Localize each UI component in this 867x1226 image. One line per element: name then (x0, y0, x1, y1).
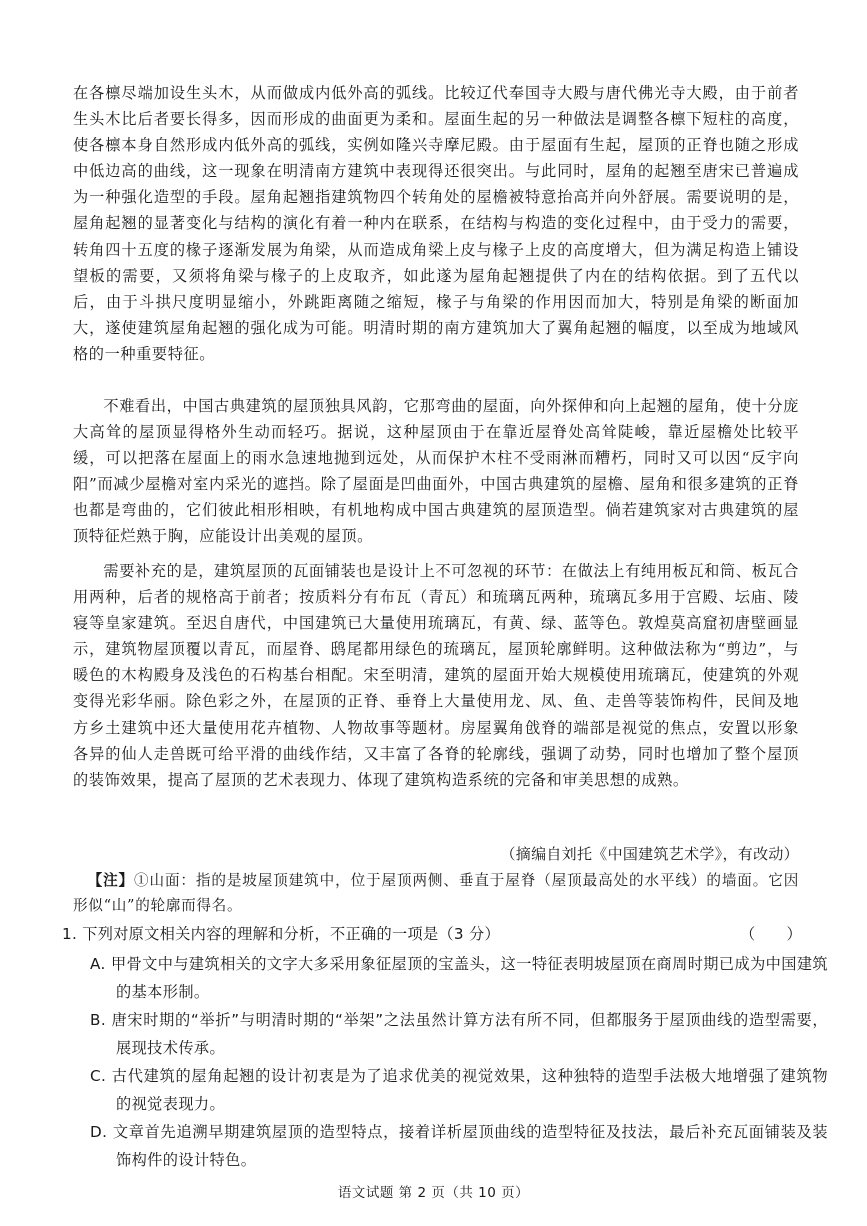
option-b: B. 唐宋时期的“举折”与明清时期的“举架”之法虽然计算方法有所不同，但都服务于屋顶曲线的造型需要，展现技术传承。 (90, 1011, 828, 1057)
question-stem-text: 1. 下列对原文相关内容的理解和分析，不正确的一项是（3 分） (62, 925, 500, 943)
passage-paragraph-2: 不难看出，中国古典建筑的屋顶独具风韵，它那弯曲的屋面，向外探伸和向上起翘的屋角，使十分庞大高耸的屋顶显得格外生动而轻巧。据说，这种屋顶由于在靠近屋脊处高耸陡峻，靠近屋檐处比较平缓，可以把落在屋面上的雨水急速地抛到远处，从而保护木柱不受雨淋而糟朽，同时又可以因“反宇向阳”而减少屋檐对室内采光的遮挡。除了屋面是凹曲面外，中国古典建筑的屋檐、屋角和很多建筑的正脊也都是弯曲的，它们彼此相形相映，有机地构成中国古典建筑的屋顶造型。倘若建筑家对古典建筑的屋顶特征烂熟于胸，应能设计出美观的屋顶。 (73, 397, 799, 546)
option-c: C. 古代建筑的屋角起翘的设计初衷是为了追求优美的视觉效果，这种独特的造型手法极大地增强了建筑物的视觉表现力。 (90, 1067, 828, 1113)
page-footer: 语文试题 第 2 页（共 10 页） (337, 1185, 530, 1201)
answer-bracket: （ ） (740, 925, 802, 943)
passage-source: （摘编自刘托《中国建筑艺术学》，有改动） (500, 845, 799, 863)
option-d: D. 文章首先追溯早期建筑屋顶的造型特点，接着详析屋顶曲线的造型特征及技法，最后补充瓦面铺装及装饰构件的设计特色。 (90, 1123, 828, 1169)
passage-paragraph-1: 在各檩尽端加设生头木，从而做成内低外高的弧线。比较辽代奉国寺大殿与唐代佛光寺大殿，由于前者生头木比后者要长得多，因而形成的曲面更为柔和。屋面生起的另一种做法是调整各檩下短柱的高度，使各檩本身自然形成内低外高的弧线，实例如隆兴寺摩尼殿。由于屋面有生起，屋顶的正脊也随之形成中低边高的曲线，这一现象在明清南方建筑中表现得还很突出。与此同时，屋角的起翘至唐宋已普遍成为一种强化造型的手段。屋角起翘指建筑物四个转角处的屋檐被特意抬高并向外舒展。需要说明的是，屋角起翘的显著变化与结构的演化有着一种内在联系，在结构与构造的变化过程中，由于受力的需要，转角四十五度的椽子逐渐发展为角梁，从而造成角梁上皮与椽子上皮的高度增大，但为满足构造上铺设望板的需要，又须将角梁与椽子的上皮取齐，如此遂为屋角起翘提供了内在的结构依据。到了五代以后，由于斗拱尺度明显缩小，外跳距离随之缩短，椽子与角梁的作用因而加大，特别是角梁的断面加大，遂使建筑屋角起翘的强化成为可能。明清时期的南方建筑加大了翼角起翘的幅度，以至成为地域风格的一种重要特征。 (73, 84, 799, 363)
question-stem (62, 921, 802, 947)
passage-paragraph-3: 需要补充的是，建筑屋顶的瓦面铺装也是设计上不可忽视的环节：在做法上有纯用板瓦和筒、板瓦合用两种，后者的规格高于前者；按质料分有布瓦（青瓦）和琉璃瓦两种，琉璃瓦多用于宫殿、坛庙、陵寝等皇家建筑。至迟自唐代，中国建筑已大量使用琉璃瓦，有黄、绿、蓝等色。敦煌莫高窟初唐壁画显示，建筑物屋顶覆以青瓦，而屋脊、鸱尾都用绿色的琉璃瓦，屋顶轮廓鲜明。这种做法称为“剪边”，与暖色的木构殿身及浅色的石构基台相配。宋至明清，建筑的屋面开始大规模使用琉璃瓦，使建筑的外观变得光彩华丽。除色彩之外，在屋顶的正脊、垂脊上大量使用龙、凤、鱼、走兽等装饰构件，民间及地方乡土建筑中还大量使用花卉植物、人物故事等题材。房屋翼角戗脊的端部是视觉的焦点，安置以形象各异的仙人走兽既可给平滑的曲线作结，又丰富了各脊的轮廓线，强调了动势，同时也增加了整个屋顶的装饰效果，提高了屋顶的艺术表现力、体现了建筑构造系统的完备和审美思想的成熟。 (73, 562, 799, 789)
footnote-text: ①山面：指的是坡屋顶建筑中，位于屋顶两侧、垂直于屋脊（屋顶最高处的水平线）的墙面。它因形似“山”的轮廓而得名。 (73, 872, 800, 914)
footnote (73, 868, 799, 918)
footnote-label: 【注】 (87, 872, 135, 889)
option-a: A. 甲骨文中与建筑相关的文字大多采用象征屋顶的宝盖头，这一特征表明坡屋顶在商周时期已成为中国建筑的基本形制。 (90, 955, 829, 1001)
